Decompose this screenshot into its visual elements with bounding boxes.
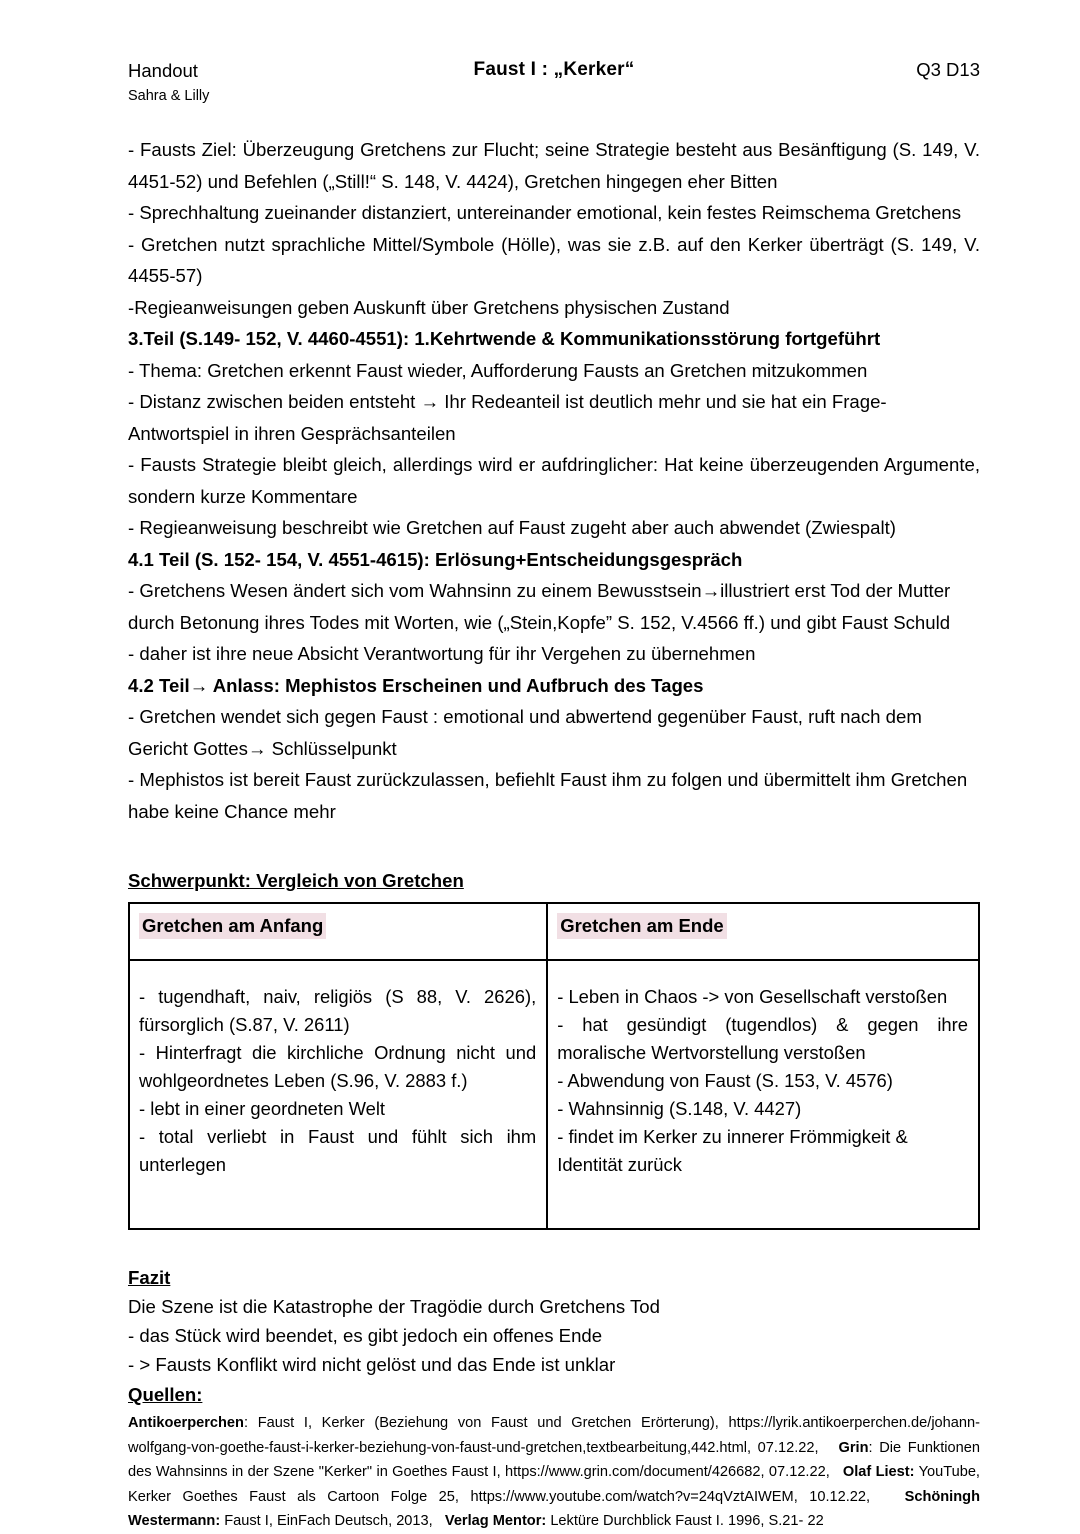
cell-line: - lebt in einer geordneten Welt <box>139 1098 386 1119</box>
document-type-label: Handout <box>128 60 198 81</box>
note-line: - Fausts Ziel: Überzeugung Gretchens zur Flucht; seine Strategie besteht aus Besänftigung (S. 149, V. 4451-52) und Befehlen („Still!“ S. 148, V. 4424), Gretchen hingegen eher Bitten <box>128 139 980 192</box>
table-header-cell-anfang <box>129 903 547 960</box>
note-line: - Gretchens Wesen ändert sich vom Wahnsinn zu einem Bewusstsein→illustriert erst Tod der Mutter durch Betonung ihres Todes mit Worten, wie („Stein,Kopfe” S. 152, V.4566 ff.) und gibt Faust Schuld <box>128 580 951 633</box>
source-name: Olaf Liest: <box>842 1464 915 1480</box>
source-text: Lektüre Durchblick Faust I. 1996, S.21- 22 <box>546 1513 824 1529</box>
table-cell-ende <box>547 960 979 1229</box>
cell-line: - Hinterfragt die kirchliche Ordnung nicht und wohlgeordnetes Leben (S.96, V. 2883 f.) <box>139 1042 537 1091</box>
note-line: - Gretchen wendet sich gegen Faust : emotional und abwertend gegenüber Faust, ruft nach dem Gericht Gottes→ Schlüsselpunkt <box>128 706 922 759</box>
notes-body <box>128 134 980 827</box>
table-row <box>129 960 979 1229</box>
note-line: - Gretchen nutzt sprachliche Mittel/Symbole (Hölle), was sie z.B. auf den Kerker überträgt (S. 149, V. 4455-57) <box>128 233 980 286</box>
note-line: - Regieanweisung beschreibt wie Gretchen auf Faust zugeht aber auch abwendet (Zwiespalt) <box>128 517 896 538</box>
note-line: -Regieanweisungen geben Auskunft über Gretchens physischen Zustand <box>128 296 730 318</box>
note-heading-42teil: 4.2 Teil→ Anlass: Mephistos Erscheinen und Aufbruch des Tages <box>128 674 704 696</box>
course-code-label: Q3 D13 <box>916 59 980 80</box>
column-header-label: Gretchen am Anfang <box>139 913 326 939</box>
source-name: Grin <box>838 1439 869 1456</box>
table-header-cell-ende <box>547 903 979 960</box>
cell-line: - tugendhaft, naiv, religiös (S 88, V. 2626), fürsorglich (S.87, V. 2611) <box>139 986 537 1035</box>
note-line: - Fausts Strategie bleibt gleich, allerdings wird er aufdringlicher: Hat keine überzeugenden Argumente, sondern kurze Kommentare <box>128 454 980 507</box>
source-name: Verlag Mentor: <box>444 1513 547 1529</box>
fazit-line: - das Stück wird beendet, es gibt jedoch ein offenes Ende <box>128 1325 603 1346</box>
source-name: Antikoerperchen <box>128 1415 244 1431</box>
cell-line: - Abwendung von Faust (S. 153, V. 4576) <box>557 1070 893 1091</box>
cell-line: - total verliebt in Faust und fühlt sich ihm unterlegen <box>139 1126 537 1175</box>
quellen-section <box>128 1381 980 1534</box>
source-text: Faust I, EinFach Deutsch, 2013, <box>220 1513 433 1529</box>
fazit-line: - > Fausts Konflikt wird nicht gelöst und das Ende ist unklar <box>128 1354 616 1375</box>
source-text: Faust I, Kerker (Beziehung von Faust und Gretchen Erörterung), https://lyrik.antikoerperchen.de/johann-wolfgang-von-goethe-faust-i-kerker-beziehung-von-faust-und-gretchen,textbearbeitung,442.html, 07.12.22, <box>128 1415 980 1456</box>
fazit-section <box>128 1264 980 1379</box>
source-list <box>128 1411 980 1534</box>
source-text: Die Funktionen des Wahnsinns in der Szene "Kerker" in Goethes Faust I, https://www.grin.com/document/426682, 07.12.22, <box>128 1439 980 1480</box>
table-cell-anfang <box>129 960 547 1229</box>
fazit-line: Die Szene ist die Katastrophe der Tragödie durch Gretchens Tod <box>128 1296 660 1317</box>
table-header-row <box>129 903 979 960</box>
comparison-heading: Schwerpunkt: Vergleich von Gretchen <box>128 870 464 891</box>
note-line: - Mephistos ist bereit Faust zurückzulassen, befiehlt Faust ihm zu folgen und übermittelt ihm Gretchen habe keine Chance mehr <box>128 769 968 822</box>
comparison-table <box>128 902 980 1230</box>
note-heading-3teil: 3.Teil (S.149- 152, V. 4460-4551): 1.Kehrtwende & Kommunikationsstörung fortgeführt <box>128 328 881 349</box>
document-header <box>128 58 980 110</box>
note-line: - Distanz zwischen beiden entsteht → Ihr Redeanteil ist deutlich mehr und sie hat ein Frage-Antwortspiel in ihren Gesprächsanteilen <box>128 391 887 444</box>
note-line: - daher ist ihre neue Absicht Verantwortung für ihr Vergehen zu übernehmen <box>128 643 756 664</box>
source-text: YouTube, Kerker Goethes Faust als Cartoon Folge 25, https://www.youtube.com/watch?v=24qVztAIWEM, 10.12.22, <box>128 1464 980 1505</box>
column-header-label: Gretchen am Ende <box>557 913 726 939</box>
note-line: - Thema: Gretchen erkennt Faust wieder, Aufforderung Fausts an Gretchen mitzukommen <box>128 359 868 381</box>
quellen-heading: Quellen: <box>128 1384 203 1405</box>
note-line: - Sprechhaltung zueinander distanziert, untereinander emotional, kein festes Reimschema Gretchens <box>128 202 962 223</box>
note-heading-41teil: 4.1 Teil (S. 152- 154, V. 4551-4615): Erlösung+Entscheidungsgespräch <box>128 548 743 570</box>
source-sep: : <box>243 1415 249 1431</box>
source-sep: : <box>868 1439 873 1456</box>
fazit-heading: Fazit <box>128 1267 171 1288</box>
authors-label: Sahra & Lilly <box>128 87 210 104</box>
source-name: Schöningh Westermann: <box>128 1488 980 1529</box>
cell-line: - Leben in Chaos -> von Gesellschaft verstoßen <box>557 986 948 1007</box>
cell-line: - Wahnsinnig (S.148, V. 4427) <box>557 1098 802 1119</box>
document-title: Faust I : „Kerker“ <box>473 59 635 80</box>
section-spacer <box>128 827 980 867</box>
cell-line: - findet im Kerker zu innerer Frömmigkeit & Identität zurück <box>557 1126 908 1175</box>
cell-line: - hat gesündigt (tugendlos) & gegen ihre moralische Wertvorstellung verstoßen <box>557 1014 968 1063</box>
